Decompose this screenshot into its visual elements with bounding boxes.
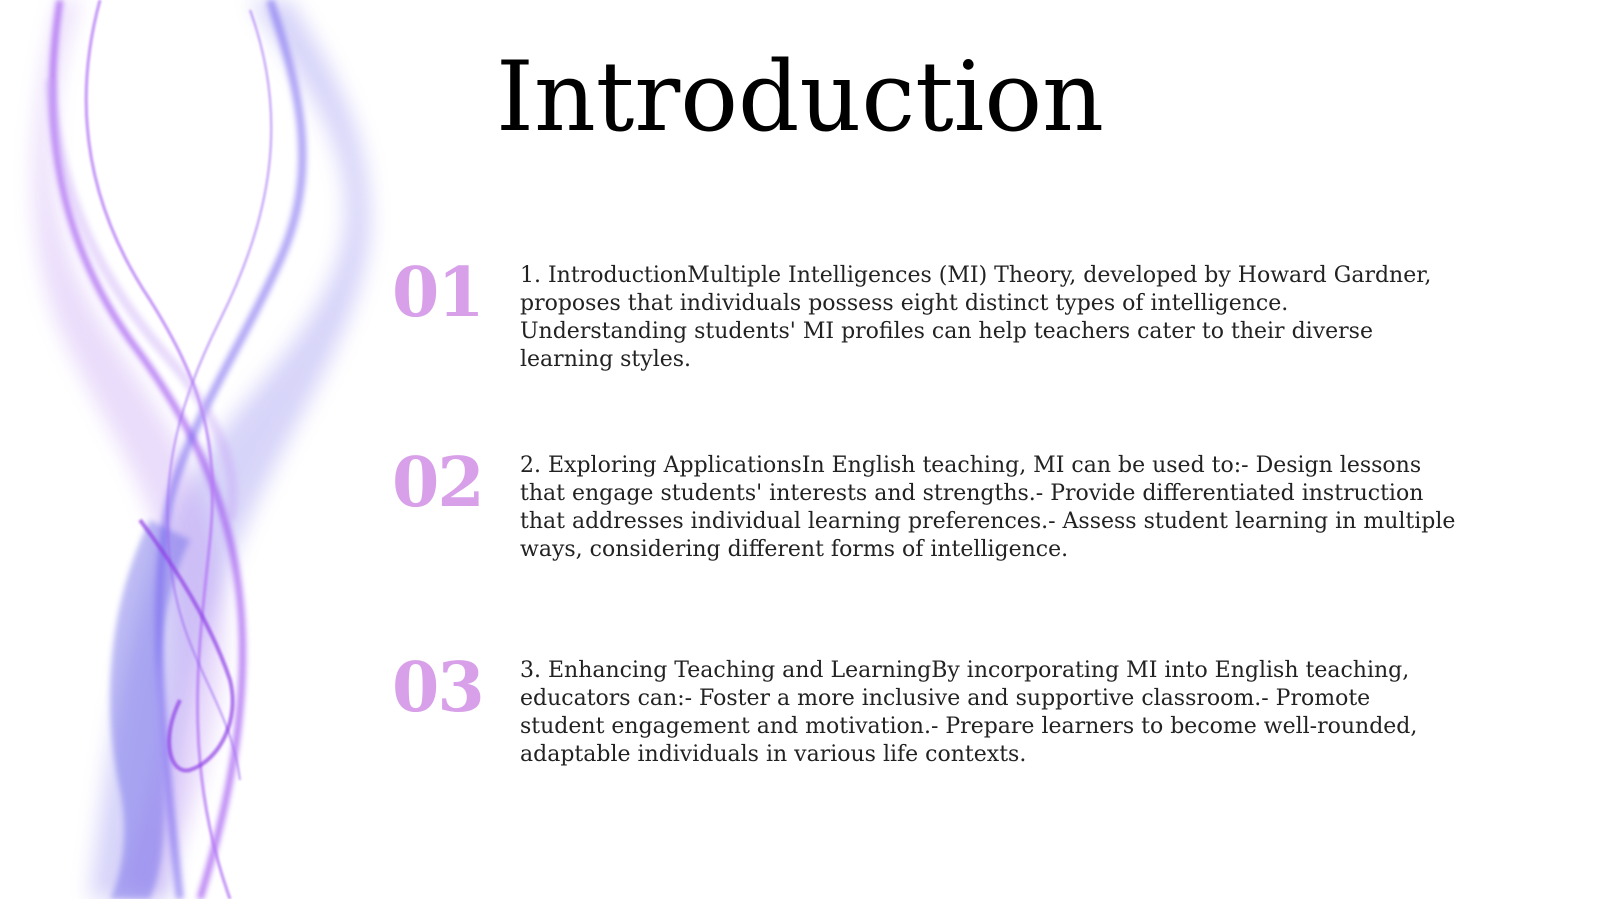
item-text: 2. Exploring ApplicationsIn English teaching, MI can be used to:- Design lessons that engage students' interests and strengths.- Provide differentiated instruction that addresses individual learning preferences.- Assess student learning in multiple ways, considering different forms of intelligence. xyxy=(520,453,1456,562)
item-text: 3. Enhancing Teaching and LearningBy incorporating MI into English teaching, educators can:- Foster a more inclusive and supportive classroom.- Promote student engagement and motivation.- Prepare learners to become well-rounded, adaptable individuals in various life contexts. xyxy=(520,658,1418,767)
list-item xyxy=(392,255,1472,405)
item-text: 1. IntroductionMultiple Intelligences (MI) Theory, developed by Howard Gardner, proposes that individuals possess eight distinct types of intelligence. Understanding students' MI profiles can help teachers cater to their diverse learning styles. xyxy=(520,263,1432,372)
item-number: 03 xyxy=(392,648,483,728)
page-title: Introduction xyxy=(496,41,1104,153)
list-item xyxy=(392,650,1472,800)
item-number: 02 xyxy=(392,443,483,523)
list-item xyxy=(392,445,1472,595)
item-number: 01 xyxy=(392,253,483,333)
